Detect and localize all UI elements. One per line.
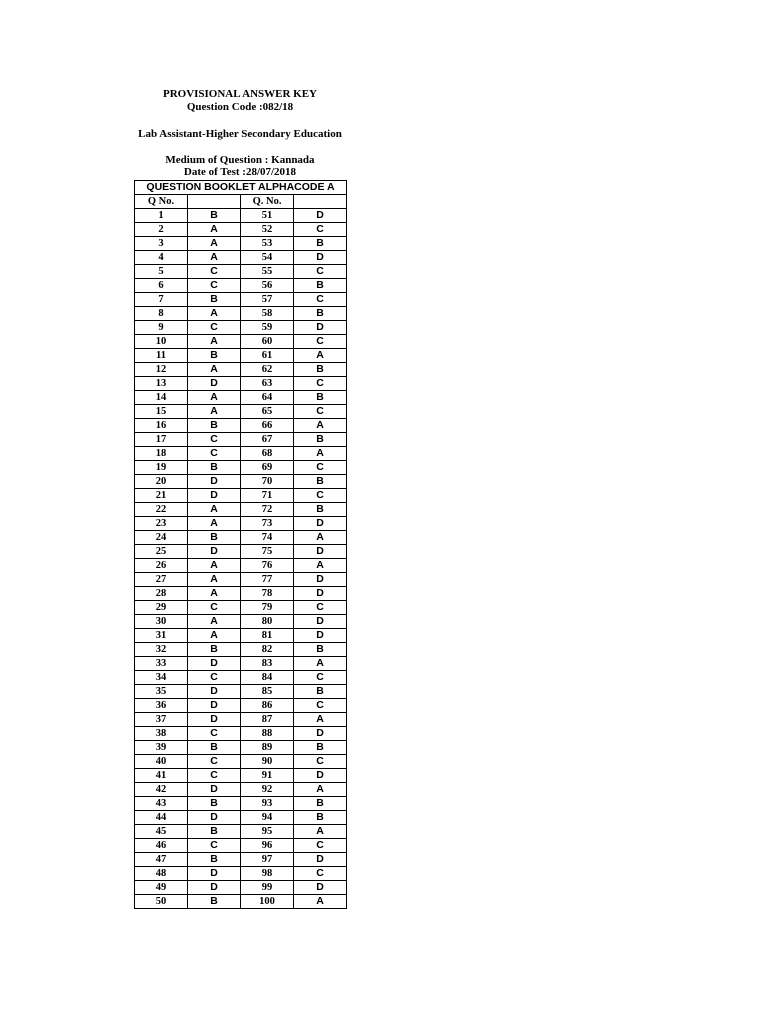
answer-left: D <box>188 811 241 825</box>
answer-left: A <box>188 503 241 517</box>
question-number-left: 15 <box>135 405 188 419</box>
table-row <box>135 559 347 573</box>
question-number-left: 16 <box>135 419 188 433</box>
table-row <box>135 237 347 251</box>
answer-left: B <box>188 349 241 363</box>
question-number-left: 14 <box>135 391 188 405</box>
question-number-right: 91 <box>241 769 294 783</box>
table-row <box>135 391 347 405</box>
table-row <box>135 209 347 223</box>
answer-left: D <box>188 713 241 727</box>
question-number-right: 97 <box>241 853 294 867</box>
table-row <box>135 643 347 657</box>
answer-right: C <box>294 405 347 419</box>
question-number-right: 69 <box>241 461 294 475</box>
question-number-left: 26 <box>135 559 188 573</box>
answer-right: C <box>294 671 347 685</box>
answer-left: B <box>188 895 241 909</box>
question-number-right: 54 <box>241 251 294 265</box>
answer-right: A <box>294 713 347 727</box>
table-row <box>135 699 347 713</box>
question-number-left: 27 <box>135 573 188 587</box>
question-number-left: 48 <box>135 867 188 881</box>
question-number-left: 6 <box>135 279 188 293</box>
question-number-right: 88 <box>241 727 294 741</box>
answer-left: D <box>188 783 241 797</box>
question-number-right: 53 <box>241 237 294 251</box>
table-row <box>135 769 347 783</box>
question-number-left: 12 <box>135 363 188 377</box>
table-row <box>135 783 347 797</box>
table-row <box>135 853 347 867</box>
answer-right: D <box>294 727 347 741</box>
question-number-right: 84 <box>241 671 294 685</box>
question-number-right: 76 <box>241 559 294 573</box>
question-number-left: 3 <box>135 237 188 251</box>
answer-right: D <box>294 587 347 601</box>
question-number-right: 96 <box>241 839 294 853</box>
answer-right: A <box>294 419 347 433</box>
question-number-left: 22 <box>135 503 188 517</box>
answer-right: B <box>294 503 347 517</box>
answer-right: D <box>294 853 347 867</box>
question-number-left: 36 <box>135 699 188 713</box>
answer-left: A <box>188 587 241 601</box>
answer-right: C <box>294 489 347 503</box>
answer-right: C <box>294 839 347 853</box>
question-number-right: 73 <box>241 517 294 531</box>
answer-right: A <box>294 531 347 545</box>
table-row <box>135 517 347 531</box>
table-row <box>135 545 347 559</box>
question-number-right: 59 <box>241 321 294 335</box>
table-row <box>135 685 347 699</box>
table-row <box>135 461 347 475</box>
question-number-left: 29 <box>135 601 188 615</box>
table-row <box>135 615 347 629</box>
question-number-left: 19 <box>135 461 188 475</box>
answer-left: A <box>188 335 241 349</box>
answer-right: B <box>294 797 347 811</box>
question-number-left: 43 <box>135 797 188 811</box>
answer-right: C <box>294 223 347 237</box>
question-number-right: 82 <box>241 643 294 657</box>
answer-right: A <box>294 825 347 839</box>
question-number-left: 28 <box>135 587 188 601</box>
table-row <box>135 251 347 265</box>
question-number-left: 21 <box>135 489 188 503</box>
table-row <box>135 797 347 811</box>
table-row <box>135 811 347 825</box>
question-number-left: 4 <box>135 251 188 265</box>
answer-right: D <box>294 209 347 223</box>
post-name: Lab Assistant-Higher Secondary Education <box>138 128 342 140</box>
booklet-code: QUESTION BOOKLET ALPHACODE A <box>135 181 347 195</box>
answer-right: C <box>294 755 347 769</box>
table-row <box>135 839 347 853</box>
question-number-left: 50 <box>135 895 188 909</box>
question-number-right: 80 <box>241 615 294 629</box>
question-number-left: 5 <box>135 265 188 279</box>
table-row <box>135 867 347 881</box>
answer-right: D <box>294 881 347 895</box>
answer-left: A <box>188 363 241 377</box>
answer-left: C <box>188 839 241 853</box>
column-header-row <box>135 195 347 209</box>
answer-right: B <box>294 237 347 251</box>
column-header-q-no-right: Q. No. <box>241 195 294 209</box>
answer-left: B <box>188 531 241 545</box>
table-row <box>135 895 347 909</box>
table-row <box>135 881 347 895</box>
answer-left: A <box>188 629 241 643</box>
table-row <box>135 503 347 517</box>
column-header-answer-right <box>294 195 347 209</box>
table-row <box>135 755 347 769</box>
answer-left: A <box>188 251 241 265</box>
table-row <box>135 307 347 321</box>
question-number-left: 1 <box>135 209 188 223</box>
answer-right: B <box>294 363 347 377</box>
question-number-right: 74 <box>241 531 294 545</box>
answer-left: B <box>188 741 241 755</box>
table-row <box>135 363 347 377</box>
question-number-right: 90 <box>241 755 294 769</box>
answer-right: B <box>294 475 347 489</box>
table-row <box>135 335 347 349</box>
question-number-right: 62 <box>241 363 294 377</box>
answer-right: D <box>294 769 347 783</box>
answer-right: B <box>294 685 347 699</box>
answer-left: C <box>188 433 241 447</box>
table-row <box>135 727 347 741</box>
table-row <box>135 671 347 685</box>
answer-left: D <box>188 699 241 713</box>
answer-left: D <box>188 867 241 881</box>
question-number-left: 34 <box>135 671 188 685</box>
table-row <box>135 293 347 307</box>
table-row <box>135 825 347 839</box>
question-number-right: 67 <box>241 433 294 447</box>
answer-left: A <box>188 405 241 419</box>
answer-right: B <box>294 811 347 825</box>
answer-right: A <box>294 349 347 363</box>
answer-right: B <box>294 643 347 657</box>
column-header-q-no-left: Q No. <box>135 195 188 209</box>
answer-left: B <box>188 461 241 475</box>
answer-left: C <box>188 755 241 769</box>
question-number-right: 81 <box>241 629 294 643</box>
answer-right: A <box>294 895 347 909</box>
question-number-right: 87 <box>241 713 294 727</box>
question-number-right: 72 <box>241 503 294 517</box>
answer-left: C <box>188 769 241 783</box>
answer-right: A <box>294 559 347 573</box>
question-number-left: 20 <box>135 475 188 489</box>
answer-left: B <box>188 853 241 867</box>
question-number-right: 98 <box>241 867 294 881</box>
answer-left: A <box>188 573 241 587</box>
question-number-right: 77 <box>241 573 294 587</box>
table-row <box>135 223 347 237</box>
question-number-right: 99 <box>241 881 294 895</box>
question-number-right: 58 <box>241 307 294 321</box>
question-number-right: 60 <box>241 335 294 349</box>
answer-right: C <box>294 293 347 307</box>
answer-right: C <box>294 461 347 475</box>
answer-right: B <box>294 391 347 405</box>
question-number-left: 39 <box>135 741 188 755</box>
question-number-right: 57 <box>241 293 294 307</box>
question-number-right: 66 <box>241 419 294 433</box>
answer-left: D <box>188 881 241 895</box>
booklet-header-row <box>135 181 347 195</box>
question-number-left: 10 <box>135 335 188 349</box>
table-row <box>135 447 347 461</box>
table-row <box>135 587 347 601</box>
table-row <box>135 601 347 615</box>
question-number-right: 95 <box>241 825 294 839</box>
answer-right: C <box>294 335 347 349</box>
question-number-right: 51 <box>241 209 294 223</box>
answer-right: C <box>294 265 347 279</box>
question-number-left: 2 <box>135 223 188 237</box>
answer-right: B <box>294 741 347 755</box>
answer-left: D <box>188 545 241 559</box>
question-number-right: 78 <box>241 587 294 601</box>
table-row <box>135 349 347 363</box>
answer-left: D <box>188 475 241 489</box>
answer-left: A <box>188 237 241 251</box>
question-number-left: 23 <box>135 517 188 531</box>
answer-left: A <box>188 307 241 321</box>
question-number-right: 100 <box>241 895 294 909</box>
question-number-left: 35 <box>135 685 188 699</box>
answer-right: A <box>294 657 347 671</box>
table-row <box>135 573 347 587</box>
answer-left: B <box>188 825 241 839</box>
question-number-right: 75 <box>241 545 294 559</box>
table-row <box>135 629 347 643</box>
question-number-left: 33 <box>135 657 188 671</box>
question-number-left: 42 <box>135 783 188 797</box>
question-number-right: 65 <box>241 405 294 419</box>
answer-right: B <box>294 279 347 293</box>
question-number-right: 92 <box>241 783 294 797</box>
answer-left: C <box>188 265 241 279</box>
table-row <box>135 433 347 447</box>
question-number-right: 64 <box>241 391 294 405</box>
question-number-left: 44 <box>135 811 188 825</box>
question-number-left: 32 <box>135 643 188 657</box>
table-row <box>135 265 347 279</box>
answer-right: D <box>294 615 347 629</box>
answer-left: D <box>188 657 241 671</box>
question-number-left: 37 <box>135 713 188 727</box>
answer-right: D <box>294 629 347 643</box>
question-number-right: 56 <box>241 279 294 293</box>
question-number-left: 30 <box>135 615 188 629</box>
answer-right: B <box>294 433 347 447</box>
answer-left: A <box>188 559 241 573</box>
answer-left: C <box>188 671 241 685</box>
answer-right: D <box>294 517 347 531</box>
answer-left: C <box>188 447 241 461</box>
question-number-left: 13 <box>135 377 188 391</box>
question-number-left: 46 <box>135 839 188 853</box>
table-row <box>135 531 347 545</box>
question-number-right: 85 <box>241 685 294 699</box>
table-row <box>135 713 347 727</box>
question-number-left: 38 <box>135 727 188 741</box>
answer-right: C <box>294 377 347 391</box>
answer-right: D <box>294 545 347 559</box>
answer-left: D <box>188 685 241 699</box>
question-number-right: 89 <box>241 741 294 755</box>
question-number-left: 45 <box>135 825 188 839</box>
question-number-right: 61 <box>241 349 294 363</box>
medium-of-question: Medium of Question : Kannada <box>165 154 315 166</box>
date-of-test: Date of Test :28/07/2018 <box>183 166 297 178</box>
answer-left: B <box>188 209 241 223</box>
question-number-left: 9 <box>135 321 188 335</box>
column-header-answer-left <box>188 195 241 209</box>
answer-right: D <box>294 321 347 335</box>
question-number-right: 86 <box>241 699 294 713</box>
answer-left: C <box>188 601 241 615</box>
answer-left: A <box>188 517 241 531</box>
answer-left: B <box>188 643 241 657</box>
answer-left: D <box>188 489 241 503</box>
answer-left: C <box>188 727 241 741</box>
answer-left: C <box>188 279 241 293</box>
table-row <box>135 741 347 755</box>
table-row <box>135 321 347 335</box>
question-number-left: 24 <box>135 531 188 545</box>
table-row <box>135 419 347 433</box>
question-number-left: 40 <box>135 755 188 769</box>
question-number-left: 11 <box>135 349 188 363</box>
answer-right: D <box>294 573 347 587</box>
question-number-left: 8 <box>135 307 188 321</box>
question-number-left: 41 <box>135 769 188 783</box>
question-number-left: 25 <box>135 545 188 559</box>
table-row <box>135 657 347 671</box>
answer-right: D <box>294 251 347 265</box>
answer-left: A <box>188 223 241 237</box>
answer-right: A <box>294 447 347 461</box>
answer-right: C <box>294 601 347 615</box>
answer-right: C <box>294 699 347 713</box>
answer-left: A <box>188 615 241 629</box>
question-number-right: 93 <box>241 797 294 811</box>
answer-left: D <box>188 377 241 391</box>
page-title: PROVISIONAL ANSWER KEY <box>162 88 318 100</box>
question-number-right: 79 <box>241 601 294 615</box>
answer-left: A <box>188 391 241 405</box>
question-number-right: 68 <box>241 447 294 461</box>
question-number-left: 17 <box>135 433 188 447</box>
question-number-right: 70 <box>241 475 294 489</box>
question-number-right: 71 <box>241 489 294 503</box>
question-number-left: 31 <box>135 629 188 643</box>
answer-right: B <box>294 307 347 321</box>
question-number-left: 49 <box>135 881 188 895</box>
answer-left: B <box>188 797 241 811</box>
question-number-right: 55 <box>241 265 294 279</box>
question-number-left: 18 <box>135 447 188 461</box>
answer-key-table <box>134 180 347 909</box>
table-row <box>135 405 347 419</box>
table-row <box>135 489 347 503</box>
table-row <box>135 279 347 293</box>
table-row <box>135 475 347 489</box>
question-number-left: 47 <box>135 853 188 867</box>
question-number-right: 52 <box>241 223 294 237</box>
question-number-right: 94 <box>241 811 294 825</box>
answer-left: B <box>188 419 241 433</box>
answer-left: C <box>188 321 241 335</box>
question-code: Question Code :082/18 <box>186 101 294 113</box>
answer-left: B <box>188 293 241 307</box>
question-number-left: 7 <box>135 293 188 307</box>
answer-right: C <box>294 867 347 881</box>
answer-right: A <box>294 783 347 797</box>
question-number-right: 63 <box>241 377 294 391</box>
question-number-right: 83 <box>241 657 294 671</box>
table-row <box>135 377 347 391</box>
